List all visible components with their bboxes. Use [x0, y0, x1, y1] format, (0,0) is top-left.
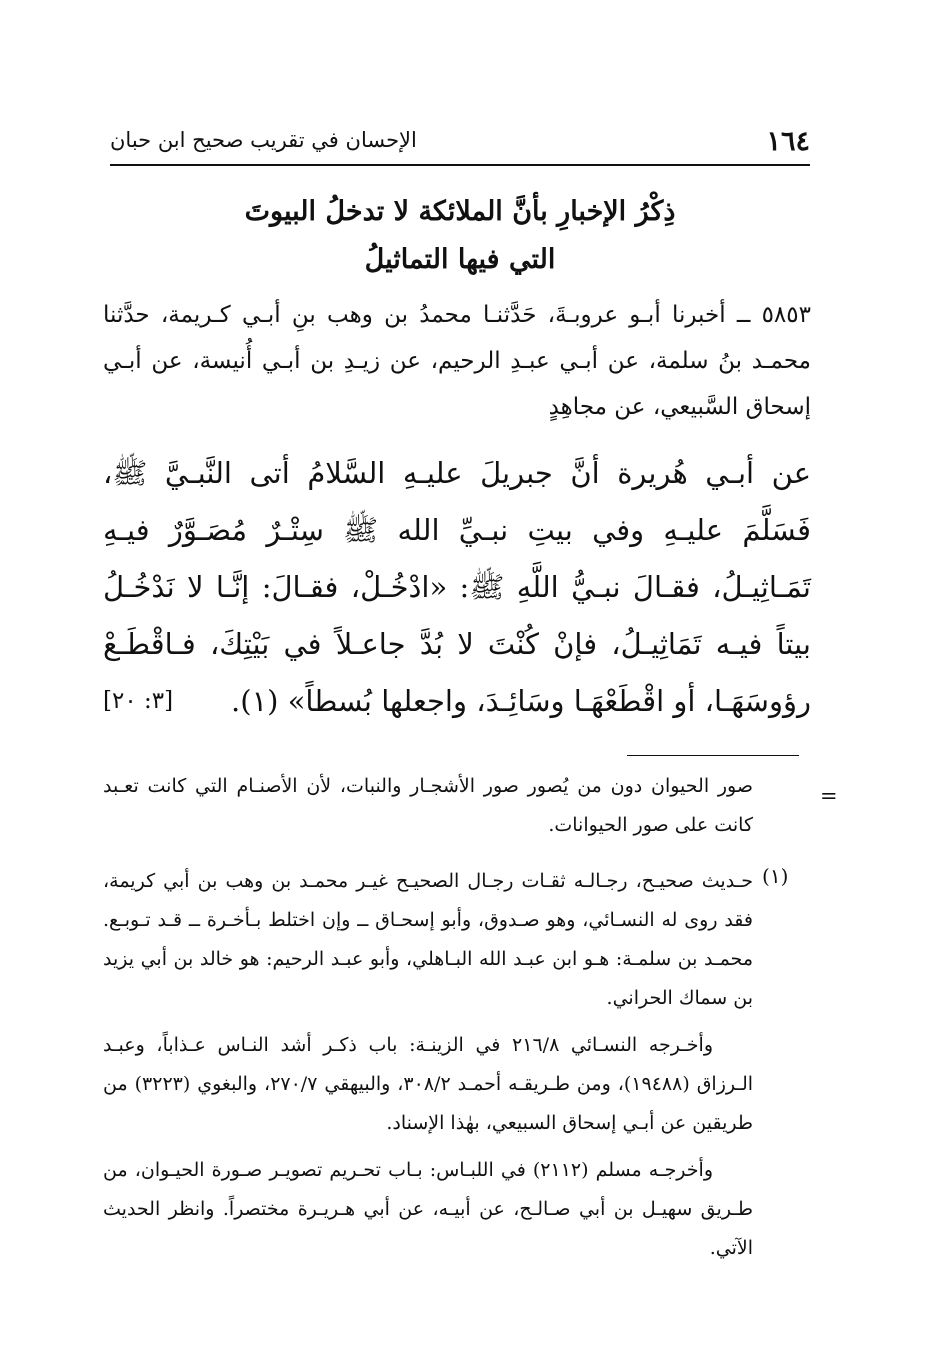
footnote-separator	[627, 755, 799, 756]
footnote-number: (١)	[762, 864, 789, 888]
footnote-paragraph: حـديث صحيـح، رجـالـه ثقـات رجـال الصحيـح غيـر محمـد بن وهب بن أبي كريمة، فقد روى له النسـائي، وهو صـدوق، وأبو إسحـاق ــ وإن اختلط بـأخـرة ــ قـد تـوبـع. محمـد بن سلمـة: هـو ابن عبـد الله البـاهلي، وأبو عبـد الرحيم: هو خالد بن أبي يزيد بن سماك الحراني.	[103, 870, 753, 1009]
footnote-paragraph: وأخـرجه النسـائي ٢١٦/٨ في الزينـة: باب ذكـر أشد النـاس عـذاباً، وعبـد الـرزاق (١٩٤٨٨)، ومن طـريقـه أحمـد ٣٠٨/٢، والبيهقي ٢٧٠/٧، والبغوي (٣٢٢٣) من طريقين عن أبـي إسحاق السبيعي، بهٰذا الإسناد.	[103, 1034, 754, 1134]
chapter-title-line-1: ذِكْرُ الإخبارِ بأنَّ الملائكة لا تدخلُ البيوتَ	[244, 196, 676, 227]
page-header	[110, 118, 810, 162]
hadith-matn	[103, 445, 811, 730]
hadith-reference: [٣: ٢٠]	[103, 688, 174, 714]
chapter-title	[110, 188, 810, 284]
hadith-isnad: ٥٨٥٣ ــ أخبرنا أبـو عروبـةَ، حَدَّثنـا محمدُ بن وهب بنِ أبـي كـريمة، حدَّثنا محمـد بنُ سلمة، عن أبـي عبـدِ الرحيم، عن زيـدِ بن أبـي أُنيسة، عن أبـي إسحاق السَّبيعي، عن مجاهِدٍ	[103, 302, 811, 420]
footnote-continuation-mark: =	[820, 784, 838, 808]
footnote-paragraph: وأخرجـه مسلم (٢١١٢) في اللبـاس: بـاب تحـريم تصويـر صـورة الحيـوان، من طـريق سهيـل بن أبي صـالـح، عن أبيـه، عن أبي هـريـرة مختصراً. وانظر الحديث الآتي.	[103, 1159, 753, 1259]
chapter-title-line-2: التي فيها التماثيلُ	[364, 244, 556, 275]
page-number: ١٦٤	[766, 126, 810, 157]
header-rule	[110, 164, 810, 166]
running-title: الإحسان في تقريب صحيح ابن حبان	[110, 128, 417, 152]
footnote-continuation: صور الحيوان دون من يُصور صور الأشجـار والنبات، لأن الأصنـام التي كانت تعـبد كانت على صور الحيوانات.	[103, 775, 753, 836]
hadith-matn-text: عن أبـي هُريرة أنَّ جبريلَ عليـهِ السَّلامُ أتى النَّبـيَّ ﷺ، فَسَلَّمَ عليـهِ وفي بيتِ نبـيِّ الله ﷺ سِتْـرٌ مُصَـوَّرٌ فيـهِ تَمَـاثِيـلُ، فقـالَ نبـيُّ اللَّهِ ﷺ: «ادْخُـلْ، فقـالَ: إنَّـا لا نَدْخُـلُ بيتاً فيـه تَمَاثِيـلُ، فإنْ كُنْتَ لا بُدَّ جاعـلاً في بَيْتِكَ، فـاقْطَـعْ رؤوسَهَـا، أو اقْطَعْهَـا وسَائِـدَ، واجعلها بُسطاً» (١).	[103, 456, 811, 718]
footnote-body	[103, 862, 753, 1276]
